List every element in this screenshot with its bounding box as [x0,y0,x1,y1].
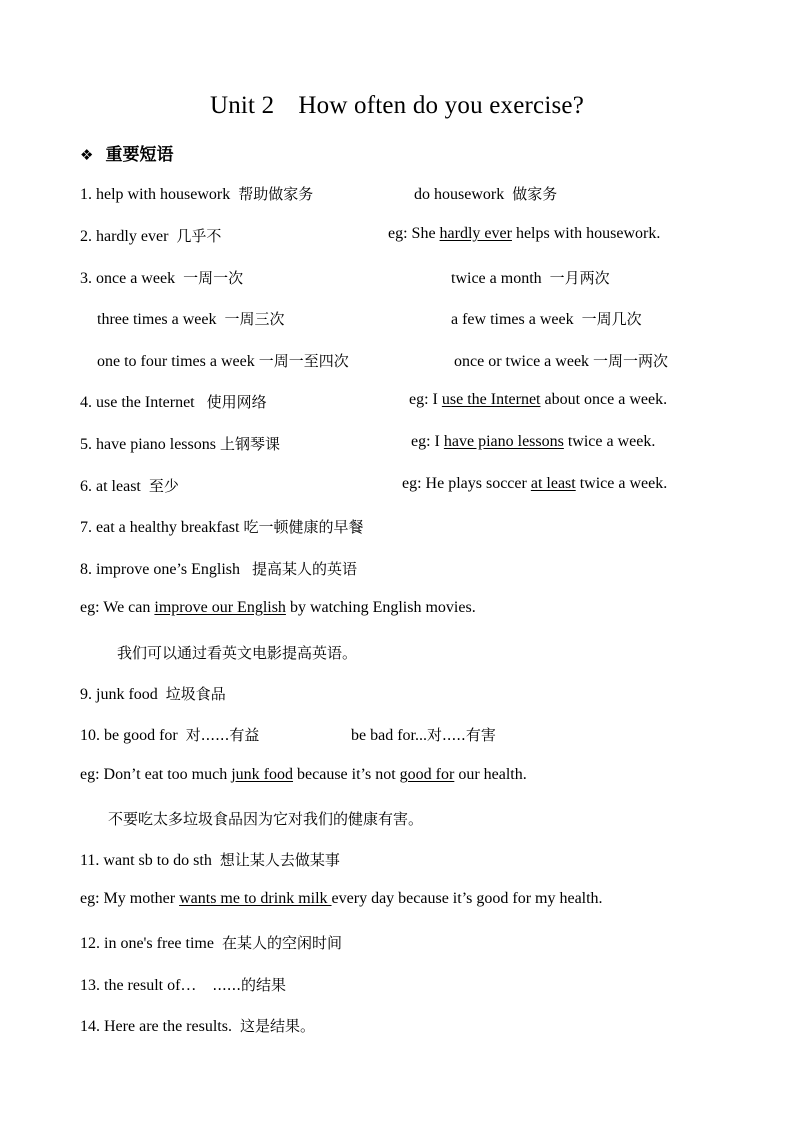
example-8: eg: We can improve our English by watching English movies. [80,599,476,616]
phrase-10-be-good-for: 10. be good for 对......有益 [80,726,260,744]
phrase-3-a-few-times-a-week: a few times a week 一周几次 [451,310,642,328]
diamond-bullet-icon: ❖ [80,146,94,164]
example-5: eg: I have piano lessons twice a week. [411,433,656,450]
example-8-translation: 我们可以通过看英文电影提高英语。 [117,644,358,662]
phrase-4-use-the-internet: 4. use the Internet 使用网络 [80,393,267,411]
phrase-3-once-a-week: 3. once a week 一周一次 [80,269,244,287]
example-10: eg: Don’t eat too much junk food because it’s not good for our health. [80,766,527,783]
example-4: eg: I use the Internet about once a week. [409,391,668,408]
phrase-1-help-with-housework: 1. help with housework 帮助做家务 [80,185,314,203]
phrase-5-have-piano-lessons: 5. have piano lessons 上钢琴课 [80,435,280,453]
example-6: eg: He plays soccer at least twice a week. [402,475,668,492]
phrase-8-improve-english: 8. improve one’s English 提高某人的英语 [80,560,357,578]
phrase-10-be-bad-for: be bad for...对.....有害 [351,726,496,744]
unit-label: Unit 2 [209,92,275,119]
phrase-3-twice-a-month: twice a month 一月两次 [451,269,610,287]
phrase-7-healthy-breakfast: 7. eat a healthy breakfast 吃一顿健康的早餐 [80,518,364,536]
page-title [0,92,794,120]
phrase-9-junk-food: 9. junk food 垃圾食品 [80,685,226,703]
phrase-3-three-times-a-week: three times a week 一周三次 [97,310,285,328]
phrase-14-here-are-results: 14. Here are the results. 这是结果。 [80,1017,315,1035]
unit-question: How often do you exercise? [298,92,585,119]
phrase-11-want-sb-to-do-sth: 11. want sb to do sth 想让某人去做某事 [80,851,340,869]
section-label: 重要短语 [105,145,174,165]
example-2: eg: She hardly ever helps with housework. [388,225,661,242]
example-11: eg: My mother wants me to drink milk every day because it’s good for my health. [80,890,603,907]
phrase-1-do-housework: do housework 做家务 [414,185,558,203]
phrase-6-at-least: 6. at least 至少 [80,477,179,495]
example-10-translation: 不要吃太多垃圾食品因为它对我们的健康有害。 [108,810,424,828]
phrase-3-one-to-four-times: one to four times a week 一周一至四次 [97,352,349,370]
section-heading [80,140,173,165]
phrase-2-hardly-ever: 2. hardly ever 几乎不 [80,227,222,245]
phrase-3-once-or-twice: once or twice a week 一周一两次 [454,352,669,370]
phrase-12-free-time: 12. in one's free time 在某人的空闲时间 [80,934,342,952]
phrase-13-result-of: 13. the result of… ......的结果 [80,976,287,994]
